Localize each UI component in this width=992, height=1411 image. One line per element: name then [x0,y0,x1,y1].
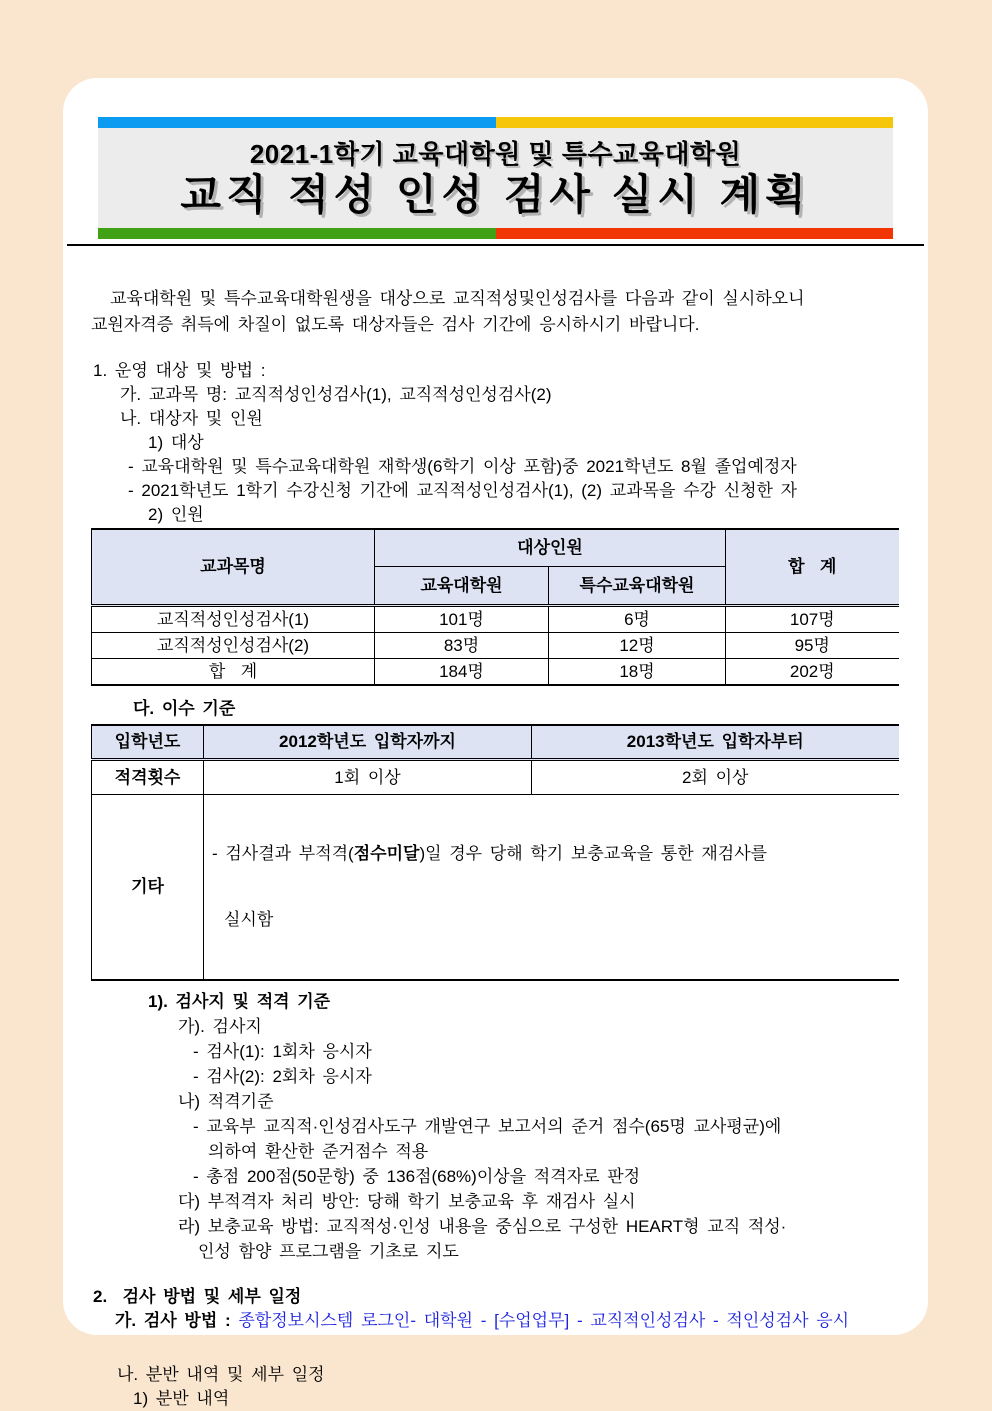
cell-special: 12명 [549,633,726,659]
header-banner [98,117,893,239]
table-row-total [92,659,899,686]
bottom-bar-red-segment [496,228,894,239]
criteria-ga-item: - 검사(2): 2회차 응시자 [193,1066,372,1086]
cell-subject: 교직적성인성검사(2) [92,633,375,659]
section1-dash-item: - 2021학년도 1학기 수강신청 기간에 교직적성인성검사(1), (2) 교과목을 수강 신청한 자 [128,481,798,500]
criteria-na-item: - 교육부 교직적·인성검사도구 개발연구 보고서의 준거 점수(65명 교사평균)에 [193,1116,782,1136]
cell-etc-content [204,795,899,980]
cell-total: 202명 [726,659,899,686]
etc-text: - 검사결과 부적격( [212,843,354,863]
cell-special: 6명 [549,606,726,633]
section1-sub-target: 1) 대상 [148,433,204,452]
criteria-ga-item: - 검사(1): 1회차 응시자 [193,1041,372,1061]
cell-pass-from-2013: 2회 이상 [532,760,899,795]
section2-method-line [91,1309,900,1333]
cell-edu: 101명 [375,606,549,633]
criteria-na-item-cont: 의하여 환산한 준거점수 적용 [208,1141,429,1161]
col-header-special-grad: 특수교육대학원 [549,567,726,606]
cell-subject: 합 계 [92,659,375,686]
section1-item-targets: 나. 대상자 및 인원 [120,409,263,428]
test-criteria-block [91,989,900,1264]
section1-sub-count: 2) 인원 [148,505,204,524]
col-header-total: 합 계 [726,529,899,606]
etc-line: 실시함 [224,910,274,929]
document-subtitle: 2021-1학기 교육대학원 및 특수교육대학원 [249,139,742,169]
page-title: 교직 적성 인성 검사 실시 계획 [180,171,811,218]
header-divider [67,244,924,246]
cell-pass-until-2012: 1회 이상 [204,760,532,795]
criteria-da-item: 다) 부적격자 처리 방안: 당해 학기 보충교육 후 재검사 실시 [178,1191,636,1211]
col-header-subject: 교과목명 [92,529,375,606]
method-label: 가. 검사 방법 : [115,1310,239,1330]
bottom-bar-green-segment [98,228,496,239]
criteria-ga-label: 가). 검사지 [178,1016,262,1036]
table-row [92,633,899,659]
table-row-pass-count [92,760,899,795]
col-header-admission-year: 입학년도 [92,725,204,760]
etc-text-bold: 점수미달 [353,843,420,863]
col-header-from-2013: 2013학년도 입학자부터 [532,725,899,760]
section2-sub1: 1) 분반 내역 [133,1388,230,1408]
criteria-ra-item: 라) 보충교육 방법: 교직적성·인성 내용을 중심으로 구성한 HEART형 교직 적성· [178,1216,787,1236]
cell-total: 95명 [726,633,899,659]
section1-heading: 1. 운영 대상 및 방법 : [93,361,266,380]
section1-item-subject: 가. 교과목 명: 교직적성인성검사(1), 교직적성인성검사(2) [120,385,552,404]
completion-criteria-heading: 다. 이수 기준 [133,699,236,718]
intro-line: 교육대학원 및 특수교육대학원생을 대상으로 교직적성및인성검사를 다음과 같이 실시하오니 [110,289,805,308]
criteria-na-label: 나) 적격기준 [178,1091,274,1111]
cell-edu: 83명 [375,633,549,659]
col-header-target-group: 대상인원 [375,529,726,567]
cell-pass-label: 적격횟수 [92,760,204,795]
criteria-table [91,724,899,981]
section1-dash-item: - 교육대학원 및 특수교육대학원 재학생(6학기 이상 포함)중 2021학년도 8월 졸업예정자 [128,457,797,476]
cell-total: 107명 [726,606,899,633]
top-bar-blue-segment [98,117,496,128]
cell-etc-label: 기타 [92,795,204,980]
cell-special: 18명 [549,659,726,686]
col-header-until-2012: 2012학년도 입학자까지 [204,725,532,760]
cell-edu: 184명 [375,659,549,686]
etc-line [212,842,893,866]
header-top-bar [98,117,893,128]
criteria-ra-item-cont: 인성 함양 프로그램을 기초로 지도 [198,1241,459,1261]
col-header-edu-grad: 교육대학원 [375,567,549,606]
intro-line: 교원자격증 취득에 차질이 없도록 대상자들은 검사 기간에 응시하시기 바랍니다. [91,315,700,334]
title-box [98,128,893,228]
section2-heading: 2. 검사 방법 및 세부 일정 [93,1286,302,1306]
headcount-table [91,528,899,686]
header-bottom-bar [98,228,893,239]
intro-paragraph [91,286,900,338]
table-row [92,606,899,633]
system-path-text: 종합정보시스템 로그인- 대학원 - [수업업무] - 교직적인성검사 - 적인성검사 응시 [238,1310,850,1330]
etc-text: )일 경우 당해 학기 보충교육을 통한 재검사를 [419,843,768,863]
criteria-heading: 1). 검사지 및 적격 기준 [148,991,331,1011]
cell-subject: 교직적성인성검사(1) [92,606,375,633]
table-row-etc [92,795,899,980]
section2-item-na: 나. 분반 내역 및 세부 일정 [117,1364,325,1384]
document-body [63,286,928,1411]
criteria-na-item: - 총점 200점(50문항) 중 136점(68%)이상을 적격자로 판정 [193,1166,641,1186]
document-card [63,78,928,1408]
top-bar-yellow-segment [496,117,894,128]
